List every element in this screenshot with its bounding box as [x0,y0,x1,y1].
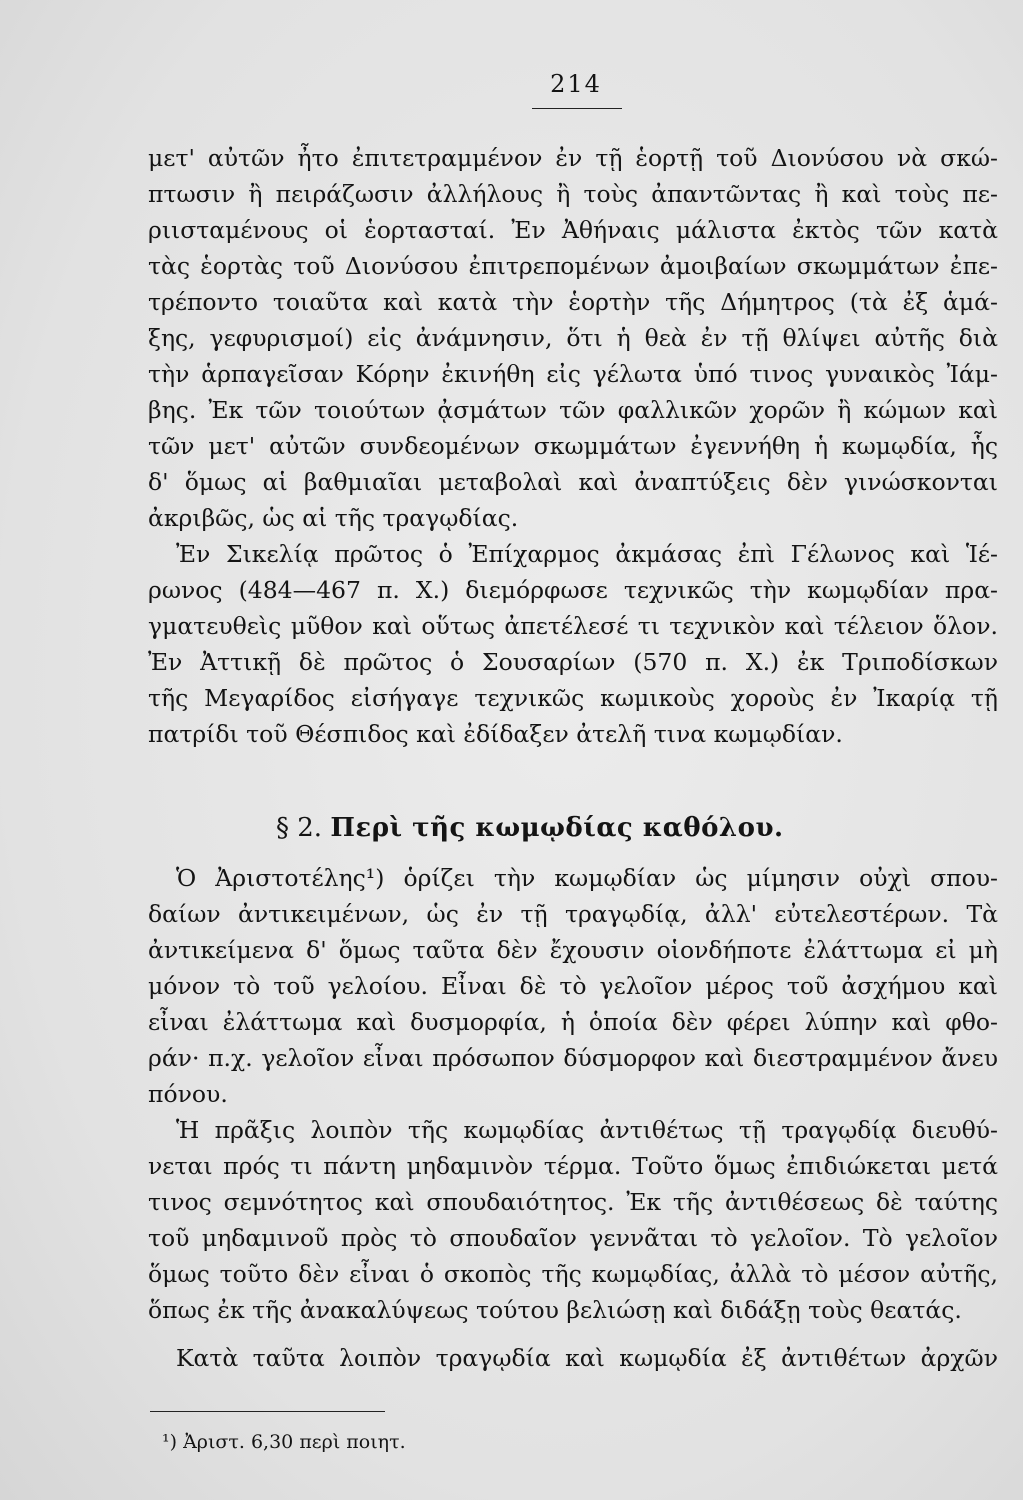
text-line: τὰς ἑορτὰς τοῦ Διονύσου ἐπιτρεπομένων ἀμοιβαίων σκωμμάτων ἐπε- [148,252,998,280]
text-line: μετ' αὐτῶν ἦτο ἐπιτετραμμένον ἐν τῇ ἑορτῇ τοῦ Διονύσου νὰ σκώ- [148,144,998,172]
text-line: ἀκριβῶς, ὡς αἱ τῆς τραγῳδίας. [148,504,519,532]
section-heading [276,808,876,848]
text-line: πόνου. [148,1080,228,1108]
text-line: βης. Ἐκ τῶν τοιούτων ᾀσμάτων τῶν φαλλικῶν χορῶν ἢ κώμων καὶ [148,396,998,424]
text-line: Ὁ Ἀριστοτέλης¹) ὁρίζει τὴν κωμῳδίαν ὡς μίμησιν οὐχὶ σπου- [176,864,998,892]
footnote-rule [150,1411,385,1412]
text-line: τινος σεμνότητος καὶ σπουδαιότητος. Ἐκ τῆς ἀντιθέσεως δὲ ταύτης [148,1188,998,1216]
text-line: ριισταμένους οἱ ἑορτασταί. Ἐν Ἀθήναις μάλιστα ἐκτὸς τῶν κατὰ [148,216,998,244]
text-line: δαίων ἀντικειμένων, ὡς ἐν τῇ τραγῳδίᾳ, ἀλλ' εὐτελεστέρων. Τὰ [148,900,998,928]
text-line: δ' ὅμως αἱ βαθμιαῖαι μεταβολαὶ καὶ ἀναπτύξεις δὲν γινώσκονται [148,468,998,496]
page-number: 214 [550,70,602,98]
text-line: Ἡ πρᾶξις λοιπὸν τῆς κωμῳδίας ἀντιθέτως τῇ τραγῳδίᾳ διευθύ- [176,1116,998,1144]
text-line: ὅμως τοῦτο δὲν εἶναι ὁ σκοπὸς τῆς κωμῳδίας, ἀλλὰ τὸ μέσον αὐτῆς, [148,1260,998,1288]
text-line: ξης, γεφυρισμοί) εἰς ἀνάμνησιν, ὅτι ἡ θεὰ ἐν τῇ θλίψει αὐτῆς διὰ [148,324,998,352]
text-line: Ἐν Σικελίᾳ πρῶτος ὁ Ἐπίχαρμος ἀκμάσας ἐπὶ Γέλωνος καὶ Ἱέ- [176,540,998,568]
text-line: Ἐν Ἀττικῇ δὲ πρῶτος ὁ Σουσαρίων (570 π. Χ.) ἐκ Τριποδίσκων [148,648,998,676]
text-line: ἀντικείμενα δ' ὅμως ταῦτα δὲν ἔχουσιν οἱονδήποτε ἐλάττωμα εἰ μὴ [148,936,998,964]
text-line: τοῦ μηδαμινοῦ πρὸς τὸ σπουδαῖον γεννᾶται τὸ γελοῖον. Τὸ γελοῖον [148,1224,998,1252]
text-line: τὴν ἁρπαγεῖσαν Κόρην ἐκινήθη εἰς γέλωτα ὑπό τινος γυναικὸς Ἰάμ- [148,360,998,388]
text-line: πατρίδι τοῦ Θέσπιδος καὶ ἐδίδαξεν ἀτελῆ τινα κωμῳδίαν. [148,720,843,748]
text-line: εἶναι ἐλάττωμα καὶ δυσμορφία, ἡ ὁποία δὲν φέρει λύπην καὶ φθο- [148,1008,998,1036]
page-number-rule [532,108,622,109]
section-title: Περὶ τῆς κωμῳδίας καθόλου. [330,813,784,843]
text-line: γματευθεὶς μῦθον καὶ οὕτως ἀπετέλεσέ τι τεχνικὸν καὶ τέλειον ὅλον. [148,612,998,640]
text-line: ράν· π.χ. γελοῖον εἶναι πρόσωπον δύσμορφον καὶ διεστραμμένον ἄνευ [148,1044,998,1072]
text-line: τῆς Μεγαρίδος εἰσήγαγε τεχνικῶς κωμικοὺς χοροὺς ἐν Ἰκαρίᾳ τῇ [148,684,998,712]
text-line: ὅπως ἐκ τῆς ἀνακαλύψεως τούτου βελιώσῃ καὶ διδάξῃ τοὺς θεατάς. [148,1296,962,1324]
text-line: νεται πρός τι πάντη μηδαμινὸν τέρμα. Τοῦτο ὅμως ἐπιδιώκεται μετά [148,1152,998,1180]
section-number: § 2. [276,813,323,843]
text-line: ρωνος (484—467 π. Χ.) διεμόρφωσε τεχνικῶς τὴν κωμῳδίαν πρα- [148,576,998,604]
text-line: πτωσιν ἢ πειράζωσιν ἀλλήλους ἢ τοὺς ἀπαντῶντας ἢ καὶ τοὺς πε- [148,180,998,208]
text-line: μόνον τὸ τοῦ γελοίου. Εἶναι δὲ τὸ γελοῖον μέρος τοῦ ἀσχήμου καὶ [148,972,998,1000]
footnote: ¹) Ἀριστ. 6,30 περὶ ποιητ. [162,1431,406,1453]
text-line: τῶν μετ' αὐτῶν συνδεομένων σκωμμάτων ἐγεννήθη ἡ κωμῳδία, ἧς [148,432,998,460]
text-line: Κατὰ ταῦτα λοιπὸν τραγῳδία καὶ κωμῳδία ἐξ ἀντιθέτων ἀρχῶν [176,1344,998,1372]
text-line: τρέποντο τοιαῦτα καὶ κατὰ τὴν ἑορτὴν τῆς Δήμητρος (τὰ ἐξ ἁμά- [148,288,998,316]
